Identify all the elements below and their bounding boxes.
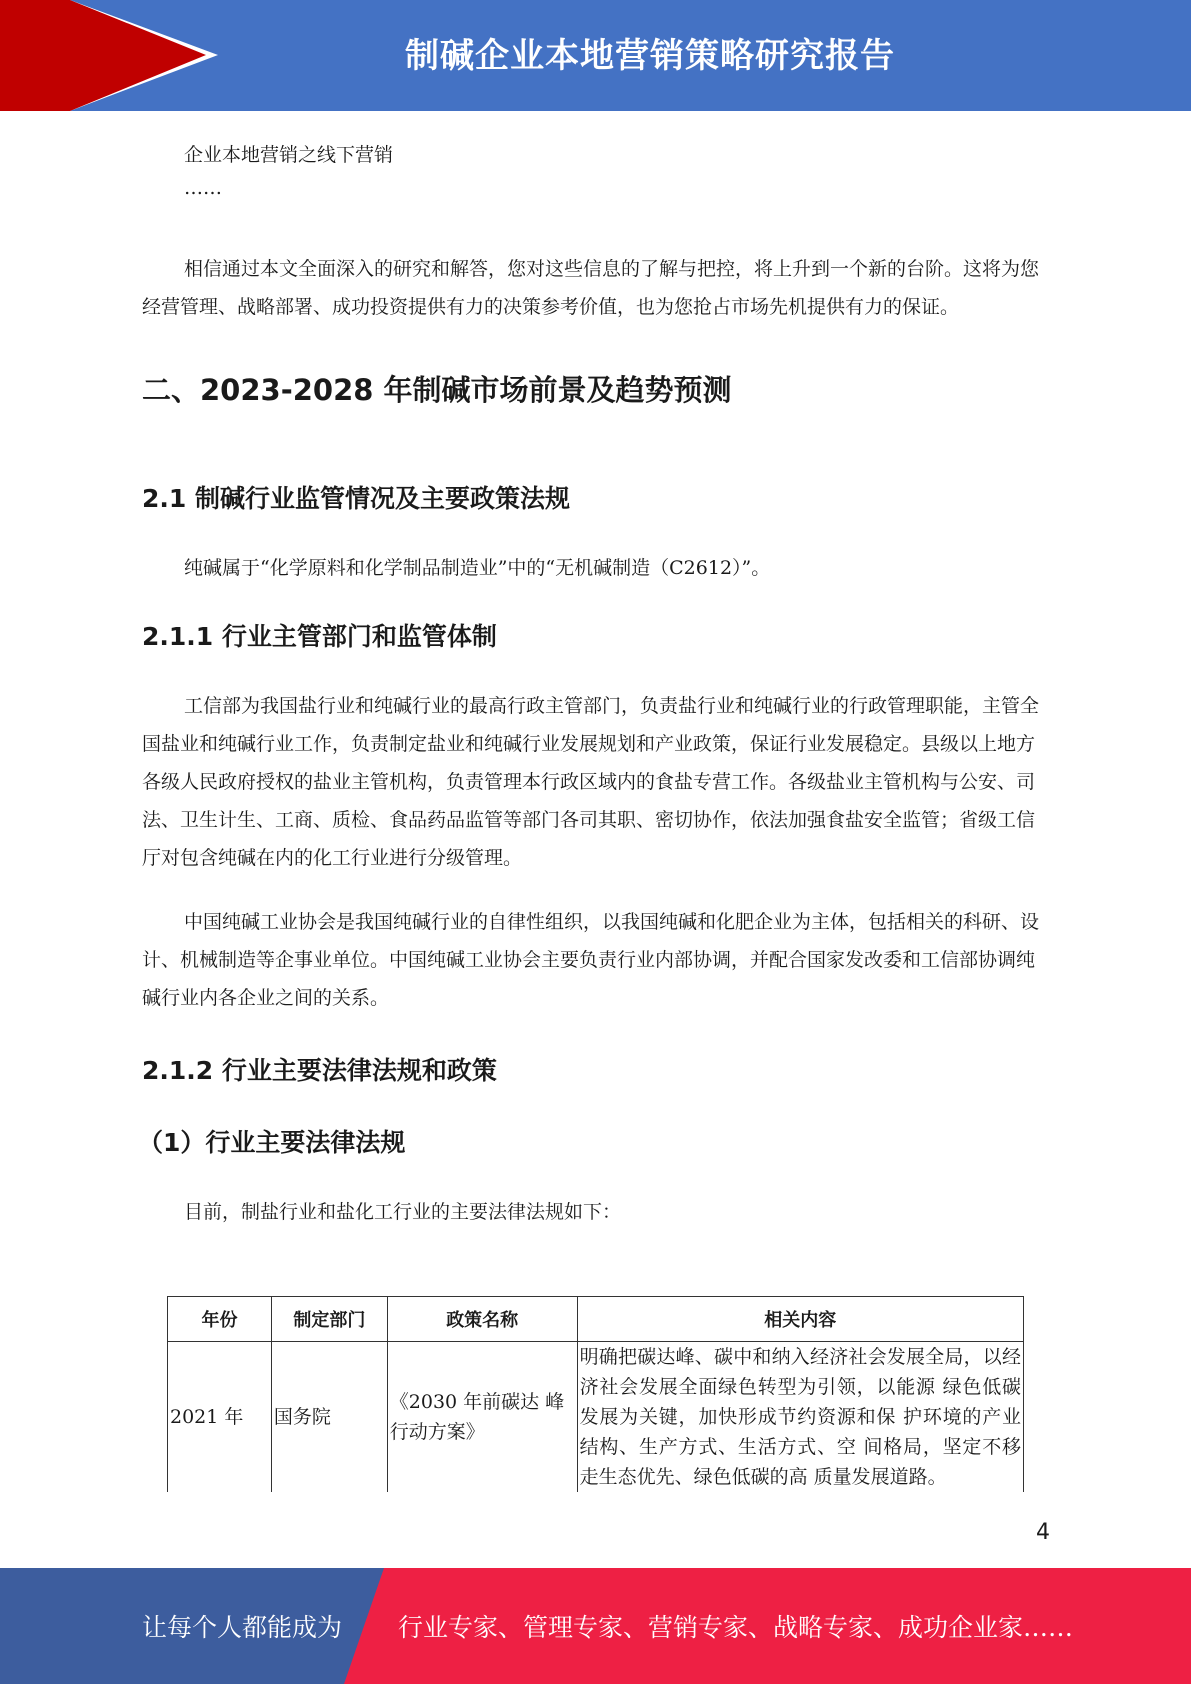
laws-table (167, 1296, 1024, 1492)
section-2-1-paragraph: 纯碱属于“化学原料和化学制品制造业”中的“无机碱制造（C2612）”。 (184, 557, 771, 579)
cell-content: 明确把碳达峰、碳中和纳入经济社会发展全局，以经济社会发展全面绿色转型为引领，以能源 绿色低碳发展为关键，加快形成节约资源和保 护环境的产业结构、生产方式、生活方式、空 间格局，坚定不移走生态优先、绿色低碳的高 质量发展道路。 (577, 1342, 1023, 1493)
header-arrow (70, 0, 206, 111)
header-red-block (0, 0, 70, 111)
section-2-heading: 二、2023-2028 年制碱市场前景及趋势预测 (142, 373, 732, 407)
subsection-laws-heading: （1）行业主要法律法规 (138, 1128, 406, 1157)
cell-dept: 国务院 (271, 1342, 387, 1493)
cell-policy-name: 《2030 年前碳达 峰行动方案》 (387, 1342, 577, 1493)
section-2-1-1-paragraph-2: 中国纯碱工业协会是我国纯碱行业的自律性组织，以我国纯碱和化肥企业为主体，包括相关的科研、设计、机械制造等企事业单位。中国纯碱工业协会主要负责行业内部协调，并配合国家发改委和工信部协调纯碱行业内各企业之间的关系。 (142, 911, 1040, 1009)
table-header-row (168, 1297, 1024, 1342)
footer-slogan-right: 行业专家、管理专家、营销专家、战略专家、成功企业家…… (398, 1613, 1074, 1642)
laws-intro-paragraph: 目前，制盐行业和盐化工行业的主要法律法规如下： (184, 1201, 622, 1223)
table-row (168, 1342, 1024, 1493)
page-footer (0, 1568, 1191, 1684)
footer-slogan-left: 让每个人都能成为 (142, 1613, 343, 1642)
header-policy-name: 政策名称 (387, 1297, 577, 1342)
cell-year: 2021 年 (168, 1342, 272, 1493)
intro-paragraph: 相信通过本文全面深入的研究和解答，您对这些信息的了解与把控，将上升到一个新的台阶。这将为您经营管理、战略部署、成功投资提供有力的决策参考价值，也为您抢占市场先机提供有力的保证。 (142, 258, 1040, 318)
header-year: 年份 (168, 1297, 272, 1342)
header-content: 相关内容 (577, 1297, 1023, 1342)
page-number: 4 (1036, 1520, 1050, 1545)
intro-ellipsis: …… (184, 177, 222, 199)
intro-line-1: 企业本地营销之线下营销 (184, 144, 394, 166)
report-title: 制碱企业本地营销策略研究报告 (405, 36, 895, 76)
section-2-1-heading: 2.1 制碱行业监管情况及主要政策法规 (142, 484, 570, 513)
section-2-1-1-paragraph-1: 工信部为我国盐行业和纯碱行业的最高行政主管部门，负责盐行业和纯碱行业的行政管理职能，主管全国盐业和纯碱行业工作，负责制定盐业和纯碱行业发展规划和产业政策，保证行业发展稳定。县级以上地方各级人民政府授权的盐业主管机构，负责管理本行政区域内的食盐专营工作。各级盐业主管机构与公安、司法、卫生计生、工商、质检、食品药品监管等部门各司其职、密切协作，依法加强食盐安全监管；省级工信厅对包含纯碱在内的化工行业进行分级管理。 (142, 695, 1040, 869)
header-dept: 制定部门 (271, 1297, 387, 1342)
page-content (138, 136, 1046, 1231)
page-header (0, 0, 1191, 111)
section-2-1-1-heading: 2.1.1 行业主管部门和监管体制 (142, 622, 497, 651)
section-2-1-2-heading: 2.1.2 行业主要法律法规和政策 (142, 1056, 497, 1085)
